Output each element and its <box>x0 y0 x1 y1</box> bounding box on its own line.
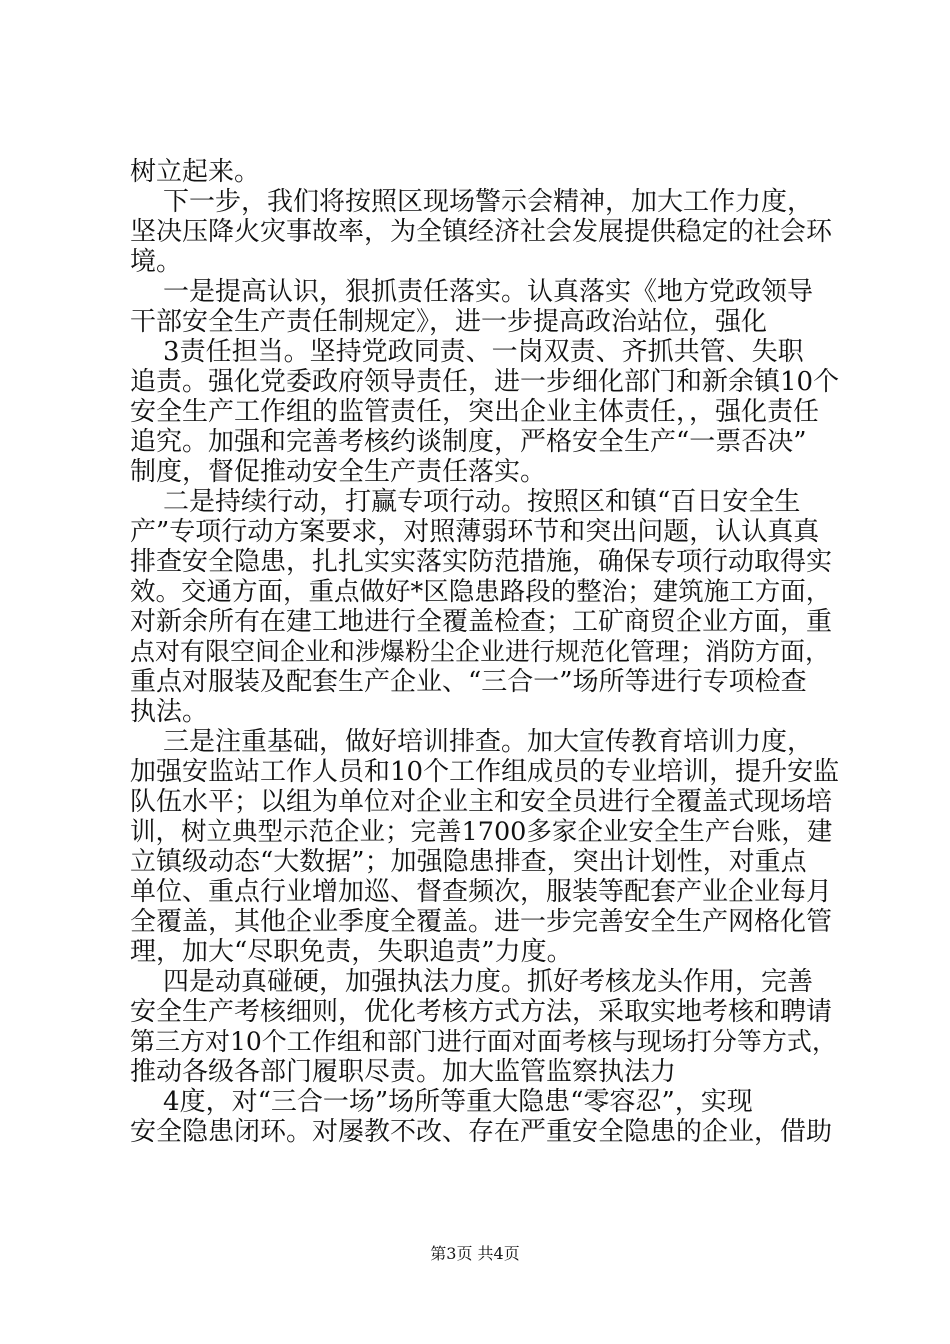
text-line: 执法。 <box>130 697 209 727</box>
text-line: 立镇级动态“大数据”；加强隐患排查，突出计划性，对重点 <box>130 847 807 877</box>
text-line: 安全生产考核细则，优化考核方式方法，采取实地考核和聘请 <box>130 997 833 1027</box>
text-line: 安全生产工作组的监管责任，突出企业主体责任，，强化责任 <box>130 397 820 427</box>
text-line: 全覆盖，其他企业季度全覆盖。进一步完善安全生产网格化管 <box>130 907 833 937</box>
text-line: 队伍水平；以组为单位对企业主和安全员进行全覆盖式现场培 <box>130 787 833 817</box>
text-line: 排查安全隐患，扎扎实实落实防范措施，确保专项行动取得实 <box>130 547 833 577</box>
text-line: 重点对服装及配套生产企业、“三合一”场所等进行专项检查 <box>130 667 807 697</box>
text-line: 产”专项行动方案要求，对照薄弱环节和突出问题，认认真真 <box>130 517 820 547</box>
text-line: 一是提高认识，狠抓责任落实。认真落实《地方党政领导 <box>130 277 814 307</box>
text-line: 4度，对“三合一场”场所等重大隐患“零容忍”，实现 <box>130 1087 753 1117</box>
page-footer: 第3页 共4页 <box>430 1244 520 1263</box>
text-line: 树立起来。 <box>130 157 261 187</box>
text-line: 干部安全生产责任制规定》，进一步提高政治站位，强化 <box>130 307 768 337</box>
text-line: 二是持续行动，打赢专项行动。按照区和镇“百日安全生 <box>130 487 801 517</box>
text-line: 效。交通方面，重点做好*区隐患路段的整治；建筑施工方面， <box>130 577 832 607</box>
text-line: 境。 <box>130 247 183 277</box>
text-line: 三是注重基础，做好培训排查。加大宣传教育培训力度， <box>130 727 814 757</box>
text-line: 训，树立典型示范企业；完善1700多家企业安全生产台账，建 <box>130 817 833 847</box>
text-line: 安全隐患闭环。对屡教不改、存在严重安全隐患的企业，借助 <box>130 1117 833 1147</box>
text-line: 对新余所有在建工地进行全覆盖检查；工矿商贸企业方面，重 <box>130 607 833 637</box>
text-line: 单位、重点行业增加巡、督查频次，服装等配套产业企业每月 <box>130 877 833 907</box>
text-line: 追究。加强和完善考核约谈制度，严格安全生产“一票否决” <box>130 427 807 457</box>
text-line: 理，加大“尽职免责，失职追责”力度。 <box>130 937 573 967</box>
text-line: 点对有限空间企业和涉爆粉尘企业进行规范化管理；消防方面， <box>130 637 831 666</box>
text-line: 下一步，我们将按照区现场警示会精神，加大工作力度， <box>130 187 814 217</box>
text-line: 四是动真碰硬，加强执法力度。抓好考核龙头作用，完善 <box>130 967 814 997</box>
text-line: 追责。强化党委政府领导责任，进一步细化部门和新余镇10个 <box>130 367 840 397</box>
text-line: 制度，督促推动安全生产责任落实。 <box>130 457 547 487</box>
text-line: 推动各级各部门履职尽责。加大监管监察执法力 <box>130 1057 677 1087</box>
text-line: 第三方对10个工作组和部门进行面对面考核与现场打分等方式， <box>130 1027 837 1056</box>
text-line: 3责任担当。坚持党政同责、一岗双责、齐抓共管、失职 <box>130 337 804 367</box>
text-line: 加强安监站工作人员和10个工作组成员的专业培训，提升安监 <box>130 757 840 787</box>
text-line: 坚决压降火灾事故率，为全镇经济社会发展提供稳定的社会环 <box>130 217 833 247</box>
